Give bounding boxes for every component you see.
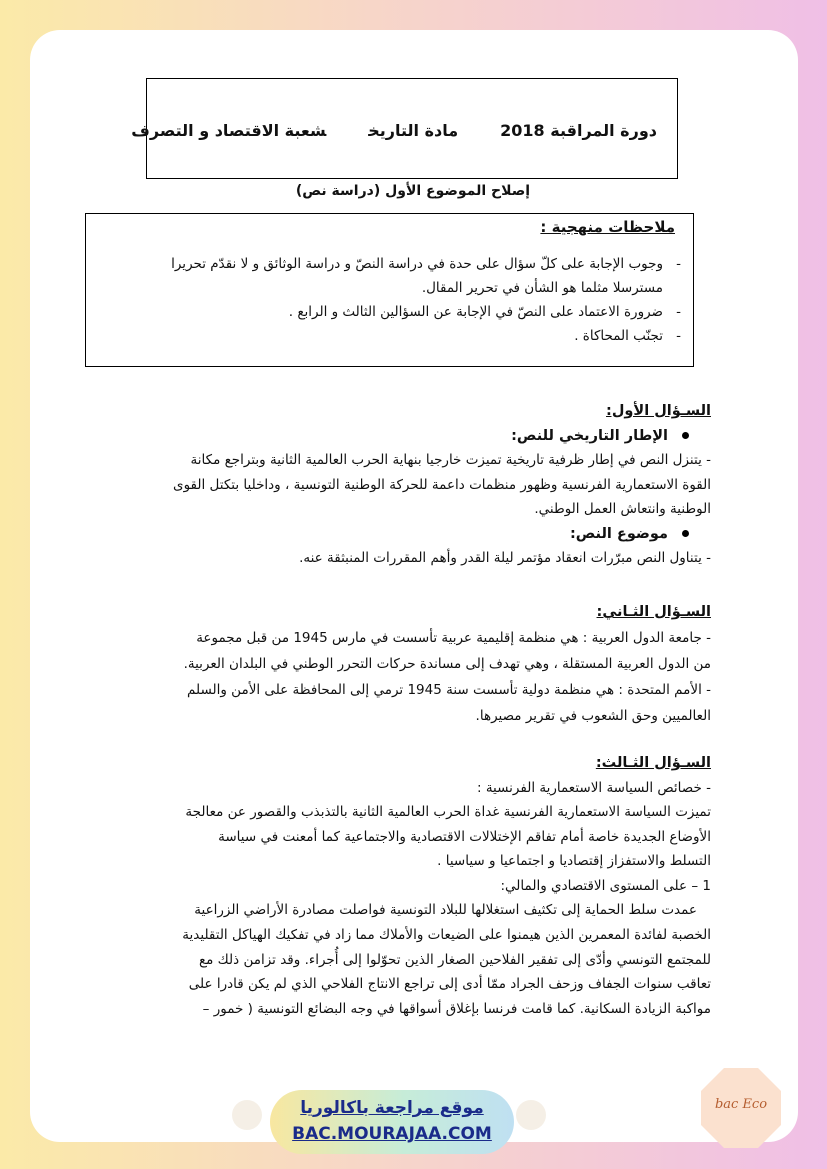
question-3-answer: - خصائص السياسة الاستعمارية الفرنسية : تميزت السياسة الاستعمارية الفرنسية غداة الحرب العالمية الثانية بالتذبذب والقصور عن معالجة الأوضاع الجديدة خاصة أمام تفاقم الإختلالات الاقتصادية والاجتماعية كما أمعنت في سياسة التسلط والاستفزاز إقتصاديا و اجتماعيا و سياسيا . 1 – على المستوى الاقتصادي والمالي: عمدت سلط الحماية إلى تكثيف استغلالها للبلاد التونسية فواصلت مصادرة الأراضي الزراعية الخصبة لفائدة المعمرين الذين هيمنوا على الضيعات والأملاك مما زاد في تفكيك الهياكل التقليدية للمجتمع التونسي وأدّى إلى تفقير الفلاحين الصغار الذين تحوّلوا إلى أُجراء. وقد تزامن ذلك مع تعاقب سنوات الجفاف وزحف الجراد ممّا أدى إلى تراجع الانتاج الفلاحي الذي لم يكن قادرا على مواكبة الزيادة السكانية. كما قامت فرنسا بإغلاق أسواقها في وجه البضائع التونسية ( خمور – <box>182 779 711 1017</box>
note-item: - تجنّب المحاكاة . <box>574 328 681 344</box>
historical-context-text: - يتنزل النص في إطار ظرفية تاريخية تميزت خارجيا بنهاية الحرب العالمية الثانية وبتراجع مكانة القوة الاستعمارية الفرنسية وظهور منظمات داعمة للحركة الوطنية التونسية ، وداخليا بتكتل القوى الوطنية وانتعاش العمل الوطني. <box>173 452 711 517</box>
question-1-title: السـؤال الأول: <box>606 403 711 419</box>
bac-eco-badge <box>700 1067 782 1149</box>
question-1-section <box>115 399 711 571</box>
exam-branch: شعبة الاقتصاد و التصرف <box>131 121 327 140</box>
page-title: إصلاح الموضوع الأول (دراسة نص) <box>295 183 531 199</box>
site-banner[interactable] <box>270 1090 514 1154</box>
exam-header-box <box>131 78 678 179</box>
bullet-icon <box>682 530 689 537</box>
exam-session: دورة المراقبة 2018 <box>500 121 657 140</box>
historical-context-heading: الإطار التاريخي للنص: <box>115 424 689 449</box>
text-topic-heading: موضوع النص: <box>115 522 689 547</box>
text-topic-text: - يتناول النص مبرّرات انعقاد مؤتمر ليلة القدر وأهم المقررات المنبثقة عنه. <box>299 550 711 566</box>
site-logo-icon <box>516 1100 546 1130</box>
site-logo-icon <box>232 1100 262 1130</box>
question-3-title: السـؤال الثـالث: <box>595 755 711 771</box>
question-2-title: السـؤال الثـاني: <box>596 604 711 620</box>
exam-subject: مادة التاريخ <box>368 121 459 140</box>
bullet-icon <box>682 432 689 439</box>
question-2-section <box>115 600 711 729</box>
exam-header-row <box>131 121 657 140</box>
site-name-arabic[interactable]: موقع مراجعة باكالوريا <box>300 1098 484 1118</box>
note-item: - ضرورة الاعتماد على النصّ في الإجابة عن السؤالين الثالث و الرابع . <box>288 304 681 320</box>
question-2-answer: - جامعة الدول العربية : هي منظمة إقليمية عربية تأسست في مارس 1945 من قبل مجموعة من الدول العربية المستقلة ، وهي تهدف إلى مساندة حركات التحرر الوطني في البلدان العربية. - الأمم المتحدة : هي منظمة دولية تأسست سنة 1945 ترمي إلى المحافظة على الأمن والسلم العالميين وحق الشعوب في تقرير مصيرها. <box>183 629 711 724</box>
note-item: - وجوب الإجابة على كلّ سؤال على حدة في دراسة النصّ و دراسة الوثائق و لا نقدّم تحريرا مسترسلا مثلما هو الشأن في تحرير المقال. <box>171 256 681 296</box>
notes-title: ملاحظات منهجية : <box>540 218 675 236</box>
question-3-section <box>115 751 711 1021</box>
site-url-link[interactable]: BAC.MOURAJAA.COM <box>292 1124 492 1144</box>
badge-label: bac Eco <box>714 1097 768 1112</box>
methodology-notes-box <box>85 213 694 367</box>
